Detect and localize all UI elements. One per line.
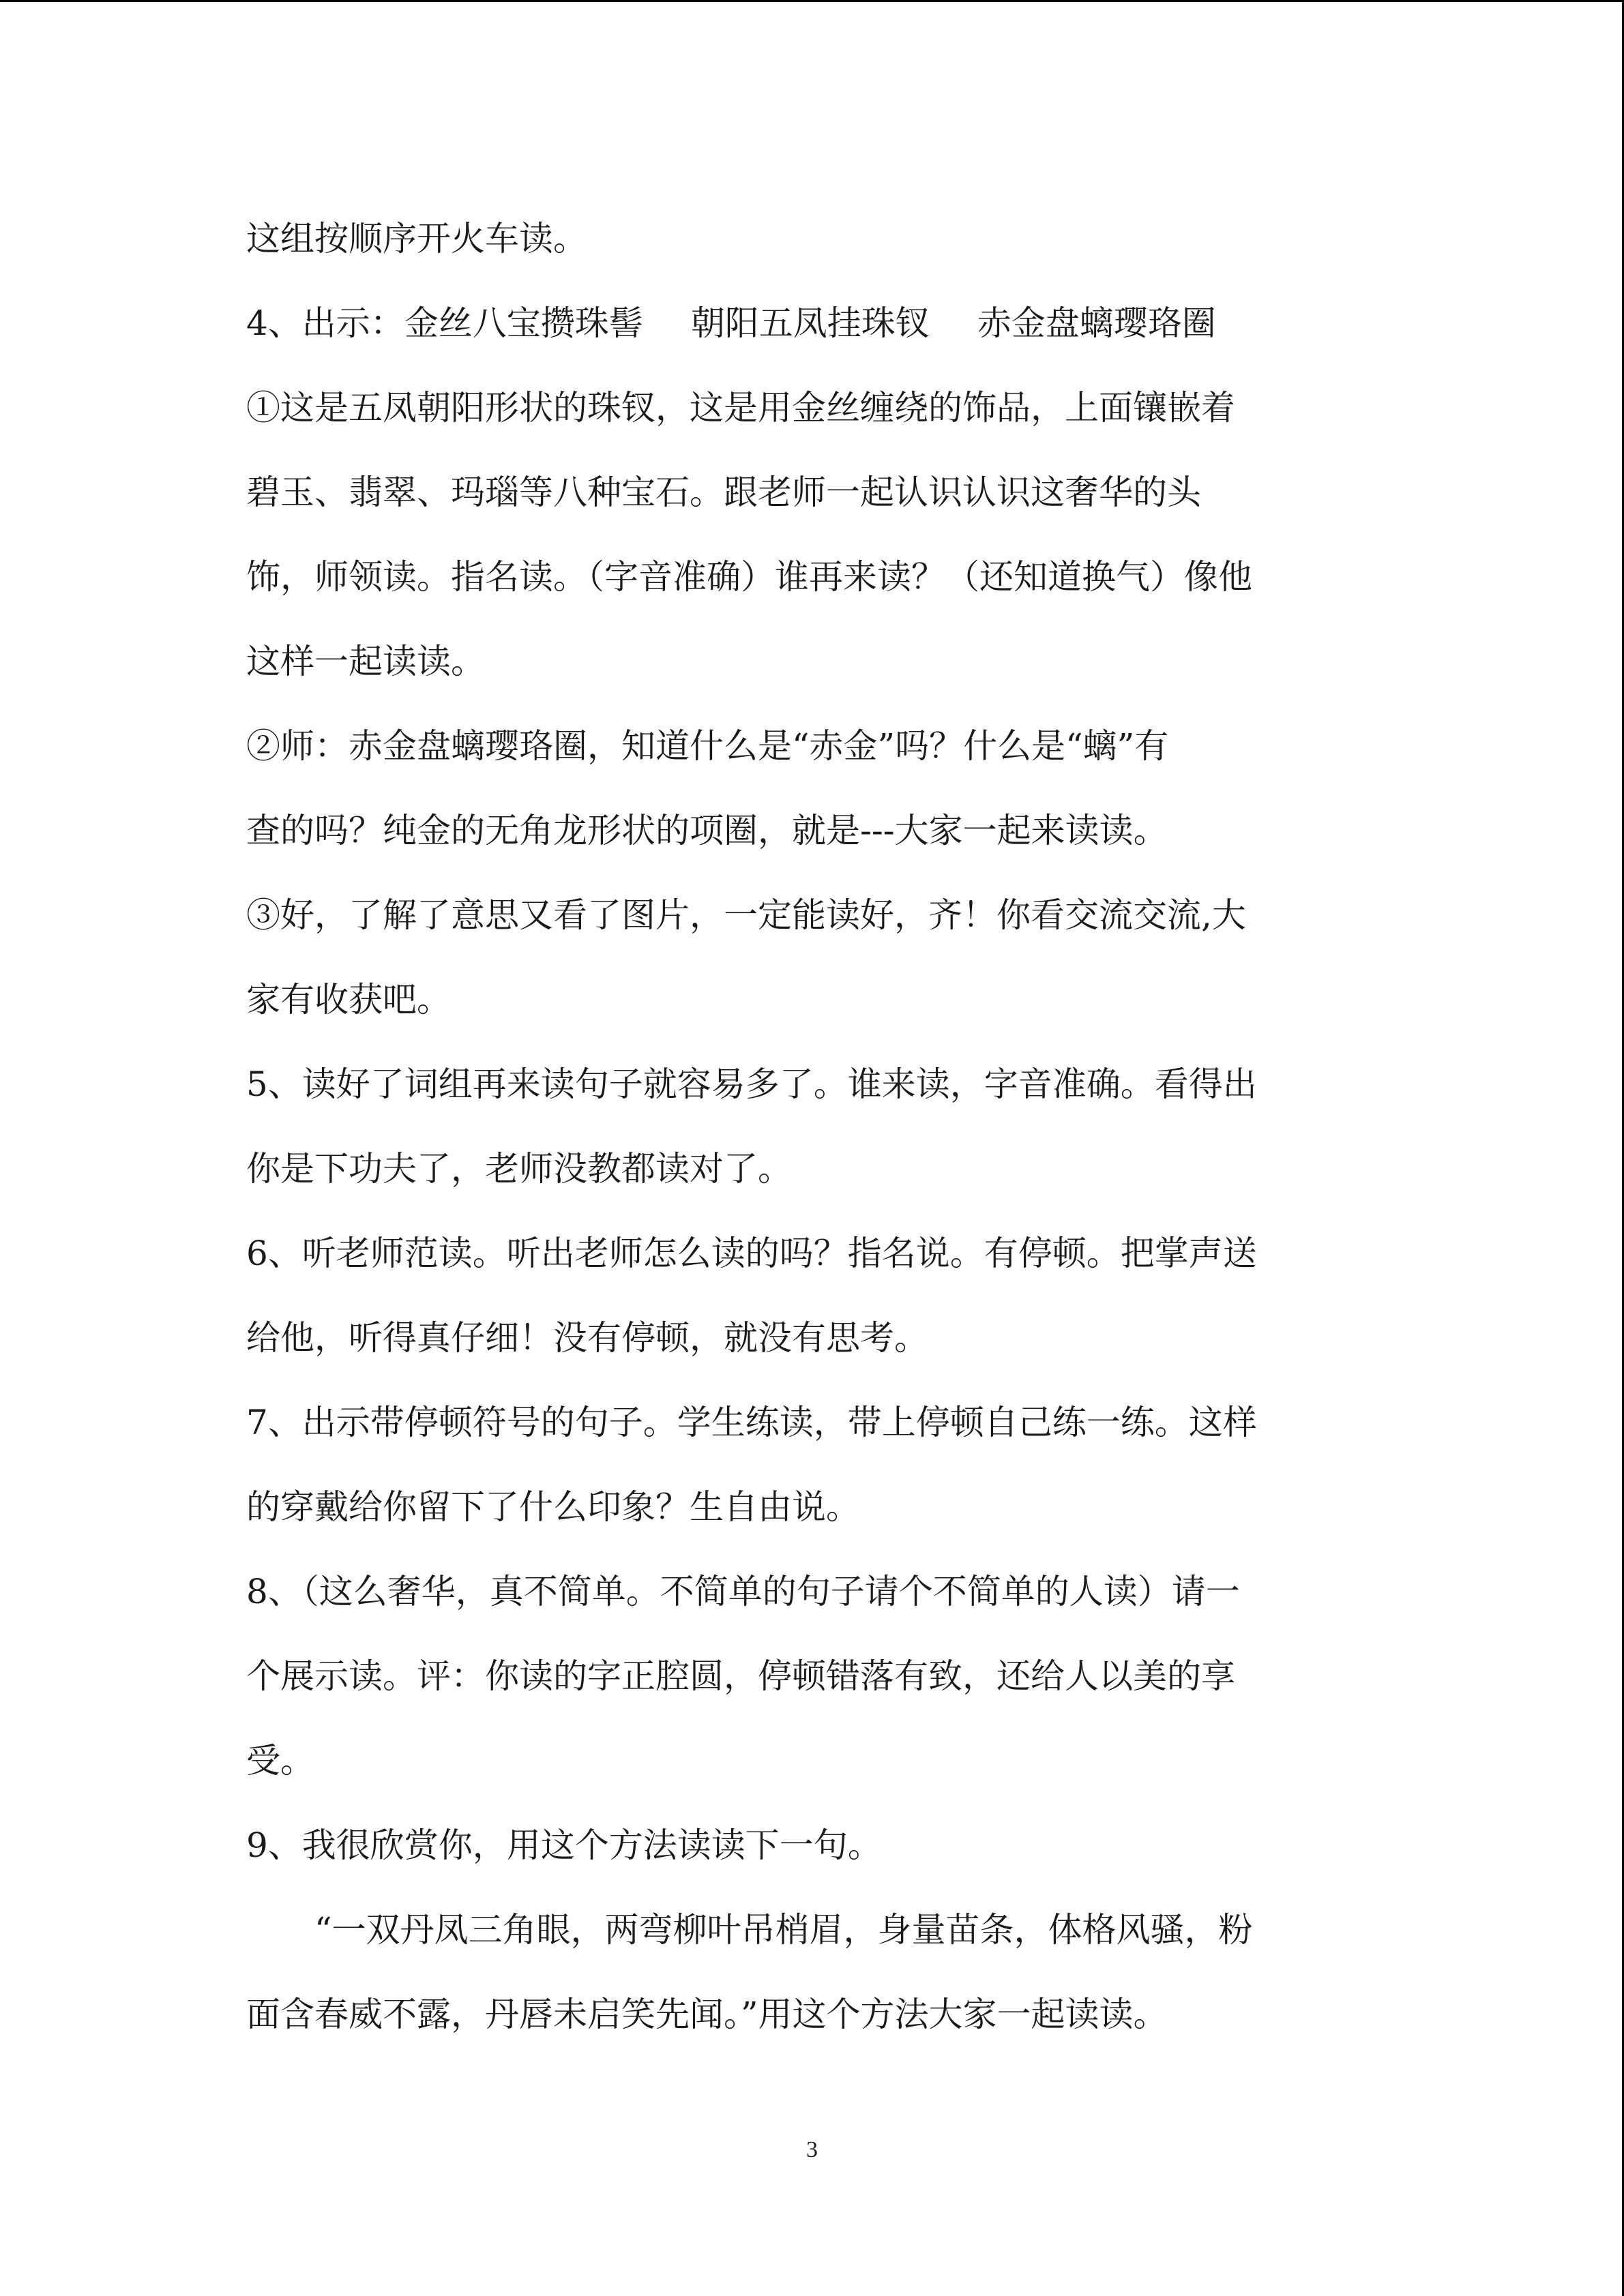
text-line: 受。 xyxy=(246,1741,314,1780)
item4-phrase-3: 赤金盘螭璎珞圈 xyxy=(977,303,1216,343)
text-line: 你是下功夫了，老师没教都读对了。 xyxy=(246,1149,792,1189)
body-text xyxy=(246,196,1378,2057)
text-line-item-4 xyxy=(246,281,1378,366)
text-line: ②师：赤金盘螭璎珞圈，知道什么是“赤金”吗？什么是“螭”有 xyxy=(246,726,1169,766)
quote-line: “一双丹凤三角眼，两弯柳叶吊梢眉，身量苗条，体格风骚，粉 xyxy=(314,1910,1253,1950)
text-line: 这样一起读读。 xyxy=(246,642,485,681)
text-line: 这组按顺序开火车读。 xyxy=(246,219,587,258)
text-line: 碧玉、翡翠、玛瑙等八种宝石。跟老师一起认识认识这奢华的头 xyxy=(246,473,1201,512)
item4-prefix: 4、出示： xyxy=(246,303,404,343)
text-line: 5、读好了词组再来读句子就容易多了。谁来读，字音准确。看得出 xyxy=(246,1064,1257,1104)
text-line: ①这是五凤朝阳形状的珠钗，这是用金丝缠绕的饰品，上面镶嵌着 xyxy=(246,388,1235,428)
text-line: 家有收获吧。 xyxy=(246,980,451,1019)
text-line: 8、（这么奢华，真不简单。不简单的句子请个不简单的人读）请一 xyxy=(246,1572,1240,1611)
text-line: 面含春威不露，丹唇未启笑先闻。”用这个方法大家一起读读。 xyxy=(246,1995,1168,2034)
item4-phrase-2: 朝阳五凤挂珠钗 xyxy=(690,303,930,343)
text-line: 给他，听得真仔细！没有停顿，就没有思考。 xyxy=(246,1318,928,1358)
text-line: 饰，师领读。指名读。（字音准确）谁再来读？（还知道换气）像他 xyxy=(246,557,1252,597)
text-line: 6、听老师范读。听出老师怎么读的吗？指名说。有停顿。把掌声送 xyxy=(246,1234,1257,1273)
text-line: 的穿戴给你留下了什么印象？生自由说。 xyxy=(246,1487,860,1527)
text-line: 9、我很欣赏你，用这个方法读读下一句。 xyxy=(246,1825,882,1865)
text-line: 个展示读。评：你读的字正腔圆，停顿错落有致，还给人以美的享 xyxy=(246,1656,1235,1696)
text-line: 查的吗？纯金的无角龙形状的项圈，就是---大家一起来读读。 xyxy=(246,811,1168,850)
page-number: 3 xyxy=(806,2137,818,2162)
text-line: ③好，了解了意思又看了图片，一定能读好，齐！你看交流交流,大 xyxy=(246,895,1246,935)
item4-phrase-1: 金丝八宝攒珠髻 xyxy=(404,303,643,343)
text-line: 7、出示带停顿符号的句子。学生练读，带上停顿自己练一练。这样 xyxy=(246,1403,1257,1442)
